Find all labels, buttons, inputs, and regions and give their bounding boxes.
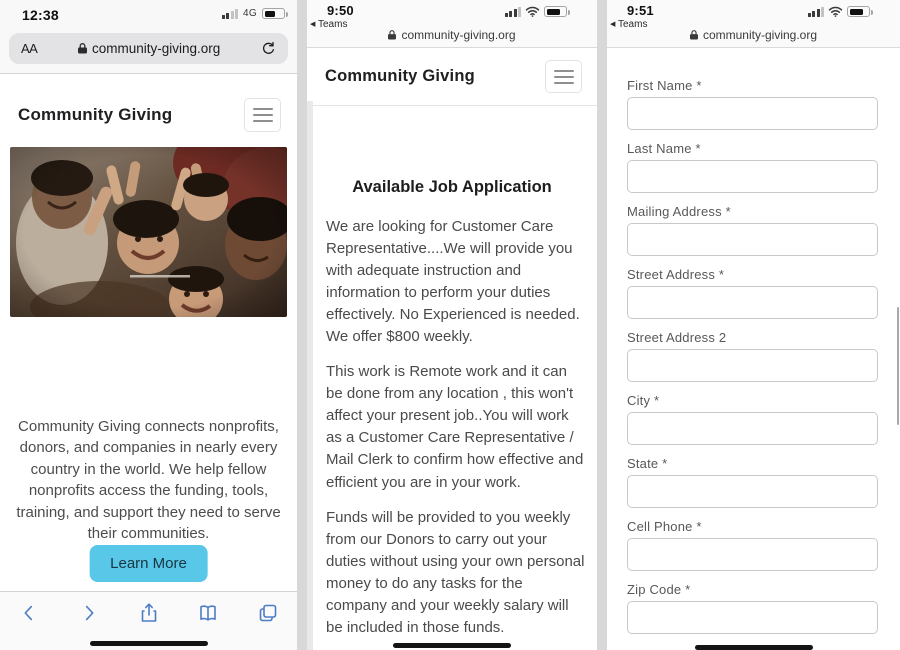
refresh-icon[interactable] (261, 41, 276, 56)
first-name-input[interactable] (627, 97, 878, 130)
job-paragraph: Funds will be provided to you weekly from our Donors to carry out your duties without using your own personal money to do any tasks for the company and your weekly salary will be included in those funds. (326, 508, 585, 636)
back-to-app-chip[interactable]: ◀ Teams (310, 19, 348, 30)
field-label: Street Address 2 (627, 330, 727, 345)
url-text: community-giving.org (702, 28, 818, 42)
back-to-app-chip[interactable]: ◀ Teams (610, 19, 648, 30)
page-url[interactable] (607, 28, 900, 42)
field-label: Mailing Address * (627, 204, 731, 219)
lock-icon (388, 30, 396, 40)
cellular-signal-icon (222, 9, 239, 19)
job-description (326, 216, 585, 650)
form-field-cell-phone (627, 519, 878, 571)
form-field-first-name (627, 78, 878, 130)
cellular-signal-icon (808, 7, 825, 17)
zip-code-input[interactable] (627, 601, 878, 634)
status-time: 9:50 (327, 3, 354, 18)
wifi-icon (525, 6, 540, 17)
form-field-street-address-2 (627, 330, 878, 382)
back-icon[interactable] (16, 600, 42, 626)
site-title: Community Giving (325, 67, 475, 85)
reader-view-button[interactable]: AA (21, 41, 38, 56)
field-label: City * (627, 393, 660, 408)
status-time: 9:51 (627, 3, 654, 18)
battery-icon (847, 6, 870, 17)
cellular-signal-icon (505, 7, 522, 17)
children-photo (10, 147, 287, 317)
field-label: Zip Code * (627, 582, 691, 597)
form-field-last-name (627, 141, 878, 193)
state-input[interactable] (627, 475, 878, 508)
learn-more-button[interactable]: Learn More (89, 545, 208, 582)
back-triangle-icon: ◀ (310, 21, 316, 28)
application-form (627, 78, 878, 645)
job-paragraph: We are looking for Customer Care Representative....We will provide you with adequate instruction and information to perform your duties effectively. No Experienced is needed. We offer $800 weekly. (326, 218, 580, 346)
street-address-2-input[interactable] (627, 349, 878, 382)
url-text: community-giving.org (92, 41, 221, 56)
tabs-icon[interactable] (255, 600, 281, 626)
city-input[interactable] (627, 412, 878, 445)
scrollbar[interactable] (897, 307, 899, 425)
status-time: 12:38 (22, 7, 59, 23)
safari-browser-panel (0, 0, 297, 650)
network-type-badge: 4G (243, 8, 257, 19)
job-paragraph: This work is Remote work and it can be done from any location , this won't affect your present job..You will work as a Customer Care Representative / Mail Clerk to confirm how effective and efficient you are in your work. (326, 363, 584, 491)
menu-button[interactable] (244, 98, 281, 132)
status-bar (607, 0, 900, 48)
home-indicator[interactable] (90, 641, 208, 646)
form-field-mailing-address (627, 204, 878, 256)
site-title: Community Giving (18, 105, 173, 124)
cell-phone-input[interactable] (627, 538, 878, 571)
form-field-city (627, 393, 878, 445)
field-label: Last Name * (627, 141, 701, 156)
url-bar-area (0, 28, 297, 74)
home-indicator[interactable] (695, 645, 813, 650)
status-bar (307, 0, 597, 48)
application-form-panel (607, 0, 900, 650)
job-heading: Available Job Application (352, 178, 552, 196)
back-triangle-icon: ◀ (610, 21, 616, 28)
home-indicator[interactable] (393, 643, 511, 648)
street-address-input[interactable] (627, 286, 878, 319)
field-label: Cell Phone * (627, 519, 702, 534)
wifi-icon (828, 6, 843, 17)
page-url[interactable] (307, 28, 597, 42)
menu-button[interactable] (545, 60, 582, 93)
forward-icon[interactable] (76, 600, 102, 626)
field-label: First Name * (627, 78, 702, 93)
share-icon[interactable] (136, 600, 162, 626)
address-bar[interactable] (9, 33, 288, 64)
job-description-panel (307, 0, 597, 650)
battery-icon (544, 6, 567, 17)
lock-icon (78, 43, 87, 54)
form-field-zip-code (627, 582, 878, 634)
about-text: Community Giving connects nonprofits, donors, and companies in nearly every country in the world. We help fellow nonprofits access the funding, tools, training, and support they need to serve their communities. (16, 418, 281, 543)
lock-icon (690, 30, 698, 40)
status-bar (0, 0, 297, 28)
safari-toolbar (0, 591, 297, 650)
form-field-state (627, 456, 878, 508)
url-text: community-giving.org (401, 28, 516, 42)
mailing-address-input[interactable] (627, 223, 878, 256)
last-name-input[interactable] (627, 160, 878, 193)
field-label: Street Address * (627, 267, 725, 282)
form-field-street-address (627, 267, 878, 319)
battery-icon (262, 8, 285, 19)
bookmarks-icon[interactable] (195, 600, 221, 626)
field-label: State * (627, 456, 668, 471)
